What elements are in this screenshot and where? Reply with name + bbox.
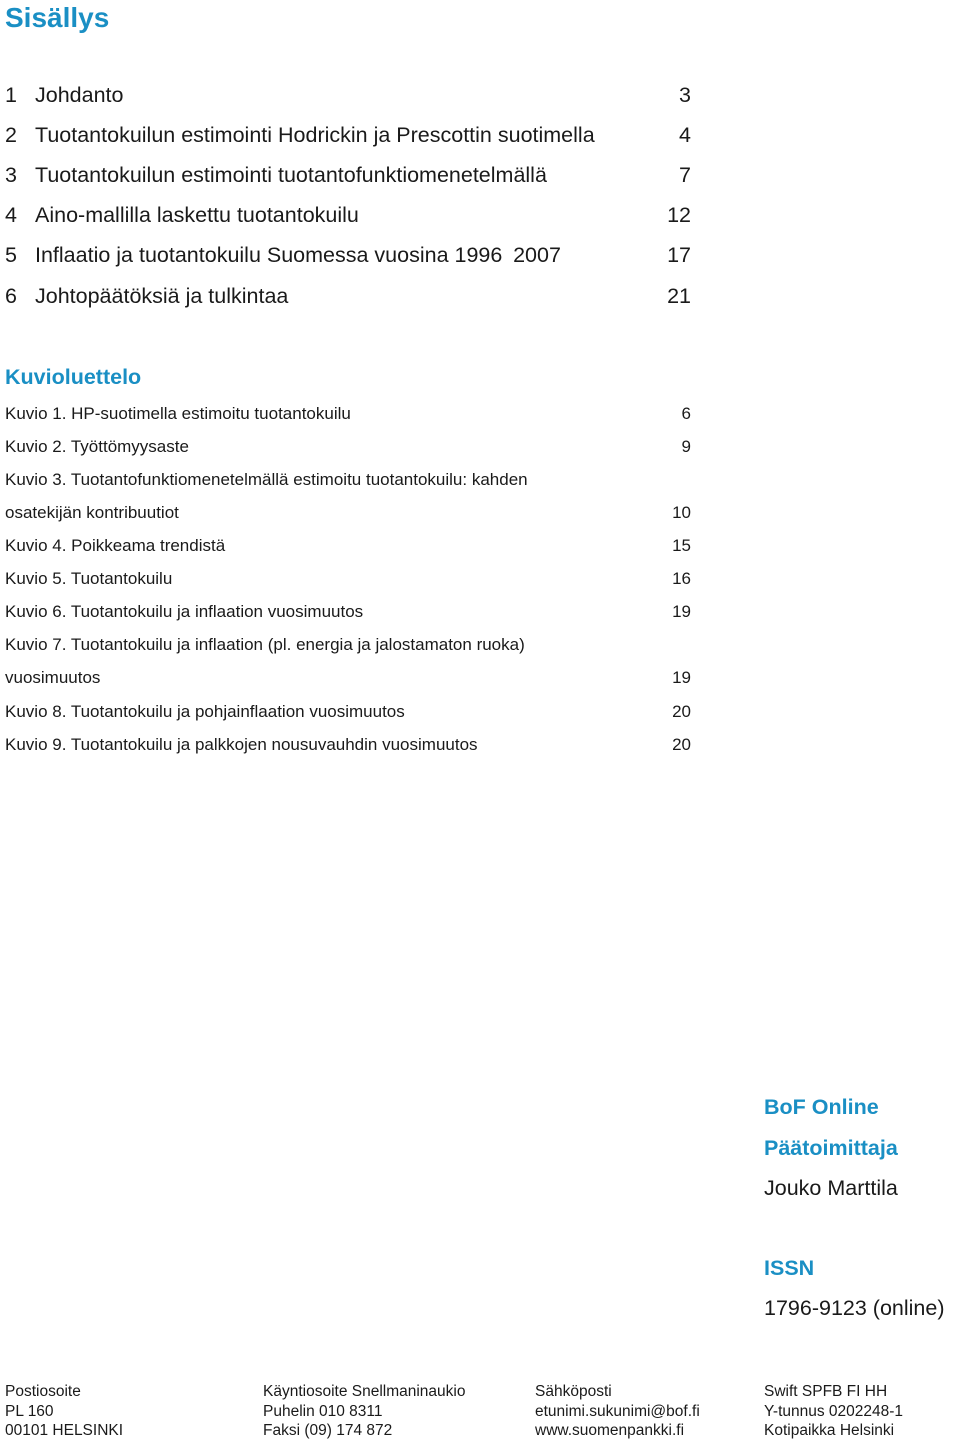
email-label: Sähköposti [535,1383,612,1400]
toc-entry[interactable] [5,80,691,110]
figure-entry-page: 15 [672,536,691,555]
toc-entry-number: 6 [5,284,17,308]
figure-entry-page: 16 [672,569,691,588]
phone-number: Puhelin 010 8311 [263,1403,383,1420]
figure-entry[interactable] [5,733,691,757]
visiting-address: Käyntiosoite Snellmaninaukio [263,1383,466,1400]
toc-entry-page: 4 [679,123,691,147]
figure-entry[interactable] [5,600,691,624]
figure-entry[interactable] [5,633,691,657]
website-link[interactable]: www.suomenpankki.fi [535,1422,685,1439]
issn-value: 1796-9123 (online) [764,1296,945,1320]
figure-entry-title: Kuvio 9. Tuotantokuilu ja palkkojen nousuvauhdin vuosimuutos [5,735,478,754]
editor-name: Jouko Marttila [764,1176,898,1200]
figure-entry-page: 19 [672,668,691,687]
toc-entry-title: Johdanto [35,83,124,107]
toc-entry-page: 17 [667,243,691,267]
figure-entry-title: Kuvio 3. Tuotantofunktiomenetelmällä estimoitu tuotantokuilu: kahden [5,470,528,489]
toc-entry-page: 21 [667,284,691,308]
postal-code-city: 00101 HELSINKI [5,1422,124,1439]
figure-entry-page: 6 [681,404,691,423]
toc-entry-title: Aino-mallilla laskettu tuotantokuilu [35,203,359,227]
business-id: Y-tunnus 0202248-1 [764,1403,904,1420]
figure-entry[interactable] [5,402,691,426]
figure-entry-title: vuosimuutos [5,668,101,687]
swift-code: Swift SPFB FI HH [764,1383,888,1400]
figure-entry-title: Kuvio 8. Tuotantokuilu ja pohjainflaation vuosimuutos [5,702,405,721]
toc-entry-title: Tuotantokuilun estimointi Hodrickin ja Prescottin suotimella [35,123,595,147]
figure-entry-title: Kuvio 2. Työttömyysaste [5,437,189,456]
toc-entry[interactable] [5,200,691,230]
toc-entry[interactable] [5,160,691,190]
figure-entry-title: Kuvio 4. Poikkeama trendistä [5,536,226,555]
figure-entry[interactable] [5,700,691,724]
toc-entry[interactable] [5,281,691,311]
toc-entry[interactable] [5,120,691,150]
toc-entry-number: 5 [5,243,17,267]
figure-entry-page: 19 [672,602,691,621]
figure-entry-title: Kuvio 7. Tuotantokuilu ja inflaation (pl. energia ja jalostamaton ruoka) [5,635,525,654]
figure-entry[interactable] [5,567,691,591]
toc-entry-number: 2 [5,123,17,147]
toc-entry-number: 1 [5,83,17,107]
toc-entry-number: 4 [5,203,17,227]
fax-number: Faksi (09) 174 872 [263,1422,393,1439]
figure-entry-continuation[interactable] [5,666,691,690]
figures-heading: Kuvioluettelo [5,365,142,389]
domicile: Kotipaikka Helsinki [764,1422,895,1439]
figure-entry-page: 20 [672,735,691,754]
toc-entry-number: 3 [5,163,17,187]
page-title: Sisällys [5,2,110,33]
figure-entry-title: Kuvio 5. Tuotantokuilu [5,569,173,588]
figure-entry-title: Kuvio 6. Tuotantokuilu ja inflaation vuosimuutos [5,602,364,621]
toc-entry-page: 12 [667,203,691,227]
figure-entry-title: Kuvio 1. HP-suotimella estimoitu tuotantokuilu [5,404,351,423]
editor-label: Päätoimittaja [764,1136,898,1160]
figure-entry-continuation[interactable] [5,501,691,525]
figure-entry-title: osatekijän kontribuutiot [5,503,179,522]
toc-entry-title: Inflaatio ja tuotantokuilu Suomessa vuosina 1996 2007 [35,243,561,267]
toc-entry-title: Tuotantokuilun estimointi tuotantofunktiomenetelmällä [35,163,547,187]
figure-entry[interactable] [5,468,691,492]
postal-box: PL 160 [5,1403,54,1420]
toc-entry-page: 3 [679,83,691,107]
figure-entry[interactable] [5,534,691,558]
toc-entry-title: Johtopäätöksiä ja tulkintaa [35,284,289,308]
publication-name: BoF Online [764,1095,879,1119]
issn-label: ISSN [764,1256,815,1280]
toc-entry[interactable] [5,240,691,270]
figure-entry-page: 9 [681,437,691,456]
email-address[interactable]: etunimi.sukunimi@bof.fi [535,1403,700,1420]
figure-entry[interactable] [5,435,691,459]
postal-address-label: Postiosoite [5,1383,81,1400]
figure-entry-page: 20 [672,702,691,721]
figure-entry-page: 10 [672,503,691,522]
toc-entry-page: 7 [679,163,691,187]
